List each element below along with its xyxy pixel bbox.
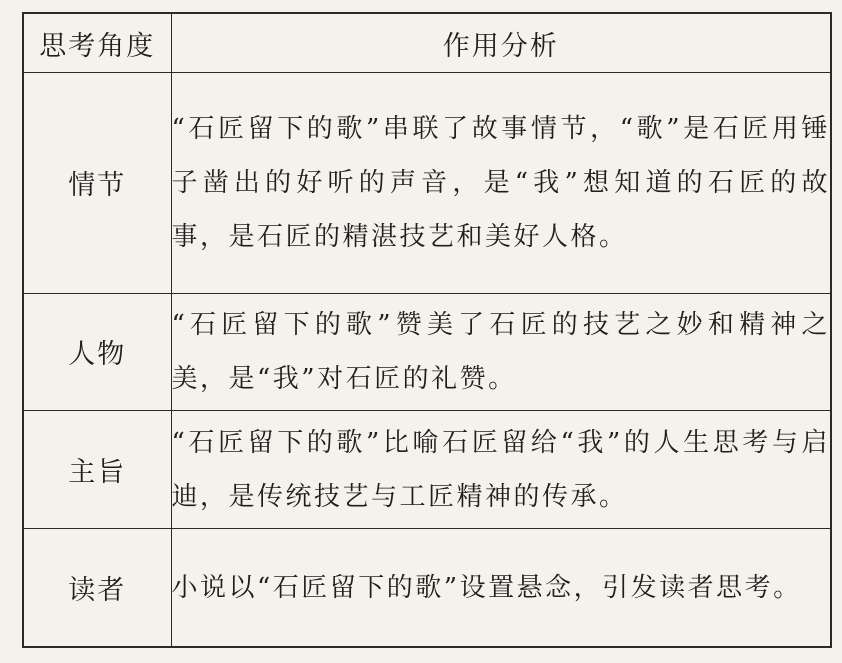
table-row: [23, 73, 831, 294]
analysis-table: [22, 12, 832, 648]
table-header-row: [23, 13, 831, 73]
row-analysis: “石匠留下的歌”串联了故事情节，“歌”是石匠用锤子凿出的好听的声音，是“我”想知道的石匠的故事，是石匠的精湛技艺和美好人格。: [171, 73, 831, 294]
row-aspect: 主旨: [23, 411, 171, 529]
table-row: [23, 411, 831, 529]
table-row: [23, 529, 831, 647]
header-aspect: 思考角度: [23, 13, 171, 73]
table-row: [23, 293, 831, 411]
header-analysis: 作用分析: [171, 13, 831, 73]
row-aspect: 读者: [23, 529, 171, 647]
row-analysis: 小说以“石匠留下的歌”设置悬念，引发读者思考。: [171, 529, 831, 647]
row-analysis: “石匠留下的歌”比喻石匠留给“我”的人生思考与启迪，是传统技艺与工匠精神的传承。: [171, 411, 831, 529]
row-aspect: 情节: [23, 73, 171, 294]
row-aspect: 人物: [23, 293, 171, 411]
row-analysis: “石匠留下的歌”赞美了石匠的技艺之妙和精神之美，是“我”对石匠的礼赞。: [171, 293, 831, 411]
